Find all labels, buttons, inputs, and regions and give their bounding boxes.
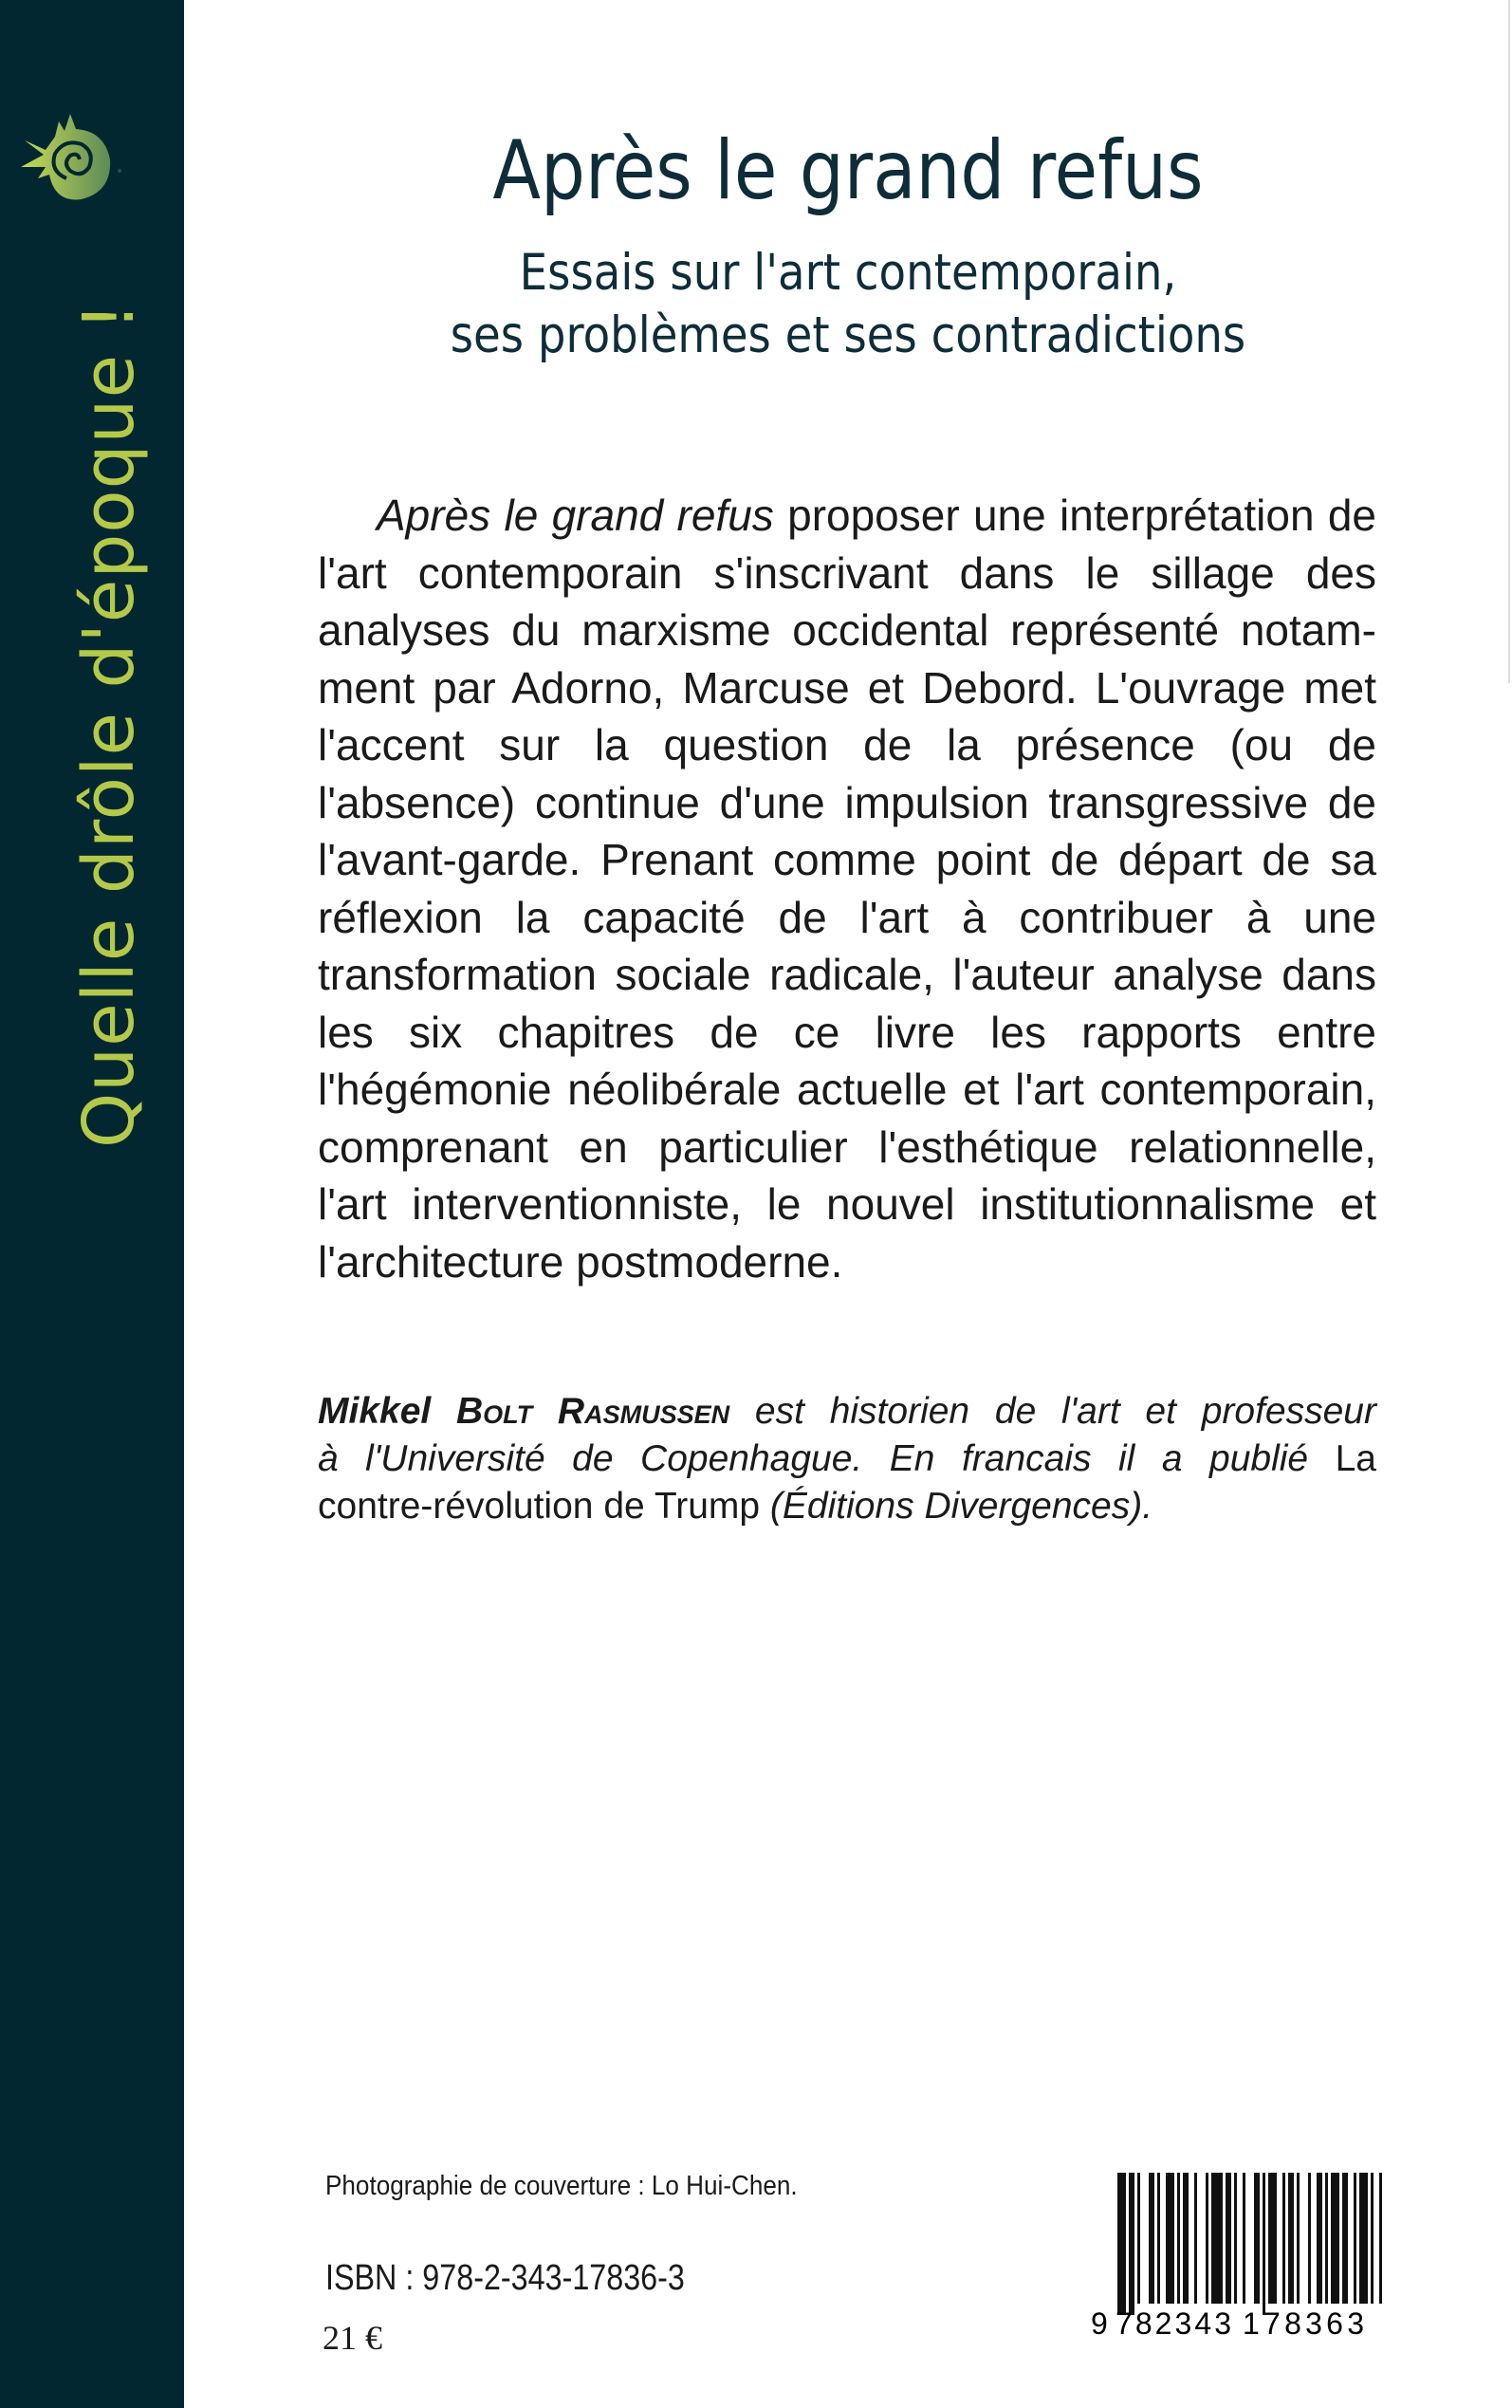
summary-text xyxy=(318,487,1376,1290)
summary-line: transformation sociale radicale, l'auteur analyse dans xyxy=(318,950,1376,999)
barcode-bar xyxy=(1342,2173,1348,2304)
barcode-bar xyxy=(1183,2173,1189,2304)
barcode-digits-right: 178363 xyxy=(1243,2306,1364,2341)
price: 21 € xyxy=(323,2319,382,2357)
summary-line: l'accent sur la question de la présence (ou de xyxy=(318,720,1376,769)
summary-title-ref: Après le grand refus xyxy=(377,491,774,540)
summary-line: l'art interventionniste, le nouvel institutionnalisme et xyxy=(318,1179,1376,1229)
barcode-bar xyxy=(1234,2173,1237,2304)
barcode-bar xyxy=(1211,2173,1223,2304)
barcode-digits-left: 782343 xyxy=(1116,2306,1231,2341)
summary-line: l'architecture postmoderne. xyxy=(318,1236,843,1287)
spiral-shell-icon xyxy=(17,112,121,216)
barcode-bar xyxy=(1129,2173,1134,2315)
barcode-bar xyxy=(1288,2173,1294,2304)
subtitle-line: ses problèmes et ses contradictions xyxy=(450,306,1246,364)
isbn: ISBN : 978-2-343-17836-3 xyxy=(325,2258,685,2298)
barcode-bar xyxy=(1166,2173,1174,2304)
bio-line xyxy=(318,1483,1376,1530)
summary-line: analyses du marxisme occidental représenté notam- xyxy=(318,605,1376,655)
bio-book-title: contre-révolution de Trump xyxy=(318,1486,761,1527)
page-edge xyxy=(1508,0,1510,683)
barcode xyxy=(1091,2173,1385,2343)
photo-credit: Photographie de couverture : Lo Hui-Chen. xyxy=(325,2171,798,2201)
barcode-bar xyxy=(1331,2173,1339,2304)
barcode-bar xyxy=(1177,2173,1180,2304)
summary-line: comprenant en particulier l'esthétique relationnelle, xyxy=(318,1121,1376,1172)
barcode-bar xyxy=(1268,2173,1277,2304)
barcode-digit-first: 9 xyxy=(1091,2306,1108,2341)
barcode-bar xyxy=(1282,2173,1285,2304)
bio-text: est historien de l'art et professeur xyxy=(729,1391,1376,1432)
barcode-bar xyxy=(1317,2173,1322,2304)
series-title: Quelle drôle d'époque ! xyxy=(68,301,150,1148)
barcode-bar xyxy=(1308,2173,1311,2304)
summary-line: l'absence) continue d'une impulsion transgressive de xyxy=(318,777,1376,827)
barcode-bar xyxy=(1263,2173,1265,2315)
barcode-bar xyxy=(1226,2173,1231,2304)
barcode-bar xyxy=(1243,2173,1245,2304)
bio-text: (Éditions Divergences). xyxy=(760,1486,1153,1527)
summary-line: les six chapitres de ce livre les rapports entre xyxy=(318,1007,1376,1057)
barcode-bar xyxy=(1325,2173,1328,2304)
summary-line: l'art contemporain s'inscrivant dans le sillage des xyxy=(318,547,1376,598)
barcode-bar xyxy=(1379,2173,1382,2304)
bio-text: à l'Université de Copenhague. En francais il a publié xyxy=(318,1438,1309,1479)
barcode-bar xyxy=(1354,2173,1356,2304)
subtitle-line: Essais sur l'art contemporain, xyxy=(519,244,1177,302)
summary-line: l'avant-garde. Prenant comme point de départ de sa xyxy=(318,835,1376,884)
summary-line: ment par Adorno, Marcuse et Debord. L'ouvrage met xyxy=(318,662,1376,713)
bio-line xyxy=(318,1388,1376,1436)
barcode-bar xyxy=(1359,2173,1368,2304)
summary-line: réflexion la capacité de l'art à contribuer à une xyxy=(318,892,1376,942)
barcode-bar xyxy=(1137,2173,1140,2304)
book-title: Après le grand refus xyxy=(492,123,1204,218)
author-first-name: Mikkel xyxy=(318,1391,432,1432)
author-last-name: Bolt Rasmussen xyxy=(456,1391,730,1432)
barcode-bar xyxy=(1149,2173,1154,2304)
summary-line xyxy=(318,487,1376,545)
barcode-bar xyxy=(1157,2173,1160,2304)
bio-line xyxy=(318,1436,1376,1483)
barcode-bar xyxy=(1254,2173,1260,2304)
bio-book-title: La xyxy=(1308,1438,1377,1479)
barcode-bar xyxy=(1371,2173,1374,2304)
summary-line-text: proposer une interprétation de xyxy=(773,491,1376,540)
barcode-bar xyxy=(1297,2173,1300,2304)
barcode-bar xyxy=(1206,2173,1208,2304)
book-subtitle xyxy=(264,242,1432,367)
spine-band xyxy=(0,0,184,2408)
barcode-bar xyxy=(1194,2173,1197,2304)
barcode-bar xyxy=(1117,2173,1126,2315)
summary-line: l'hégémonie néolibérale actuelle et l'art contemporain, xyxy=(318,1065,1376,1114)
author-bio xyxy=(318,1388,1376,1530)
